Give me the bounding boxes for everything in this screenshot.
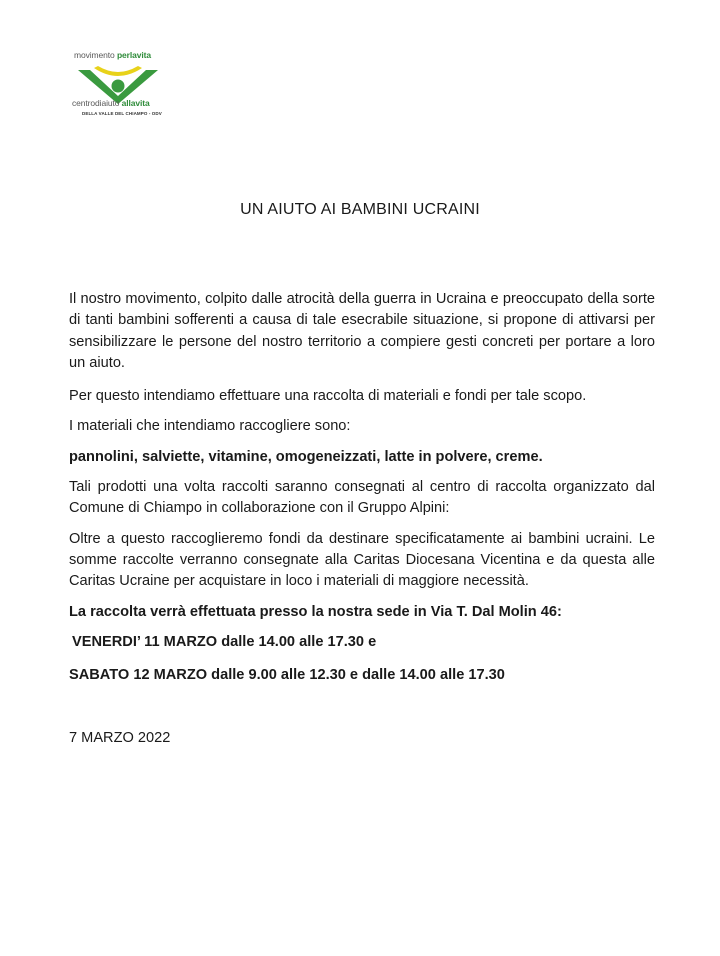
logo-text-bottom: DELLA VALLE DEL CHIAMPO - ODV [82,111,162,116]
logo-text-top-part1: movimento [74,50,117,60]
logo-text-middle-part1: centrodiaiuto [72,98,122,108]
paragraph-materials-intro: I materiali che intendiamo raccogliere sono: [69,418,351,435]
paragraph-intro: Il nostro movimento, colpito dalle atrocità della guerra in Ucraina e preoccupato della sorte di tanti bambini sofferenti a causa di tale esecrabile situazione, si propone di attivarsi per sensibilizzare le persone del nostro territorio a compiere gesti concreti per portare a loro un aiuto. [69,291,655,371]
logo-text-top-part2: perlavita [116,50,152,60]
paragraph-delivery: Tali prodotti una volta raccolti saranno consegnati al centro di raccolta organizzato dal Comune di Chiampo in collaborazione con il Gruppo Alpini: [69,479,655,517]
schedule-saturday: SABATO 12 MARZO dalle 9.00 alle 12.30 e dalle 14.00 alle 17.30 [69,667,505,684]
logo-text-middle [72,98,150,108]
page-title: UN AIUTO AI BAMBINI UCRAINI [240,201,480,218]
logo-text-middle-part2: allavita [121,98,150,108]
schedule-friday: VENERDI’ 11 MARZO dalle 14.00 alle 17.30 e [72,633,377,650]
paragraph-materials-list: pannolini, salviette, vitamine, omogeneizzati, latte in polvere, creme. [69,448,543,465]
document-date: 7 MARZO 2022 [69,730,171,747]
logo-text-top [74,50,151,60]
paragraph-purpose: Per questo intendiamo effettuare una raccolta di materiali e fondi per tale scopo. [69,388,587,405]
paragraph-funds: Oltre a questo raccoglieremo fondi da destinare specificatamente ai bambini ucraini. Le somme raccolte verranno consegnate alla Caritas Diocesana Vicentina e da questa alle Caritas Ucraine per acquistare in loco i materiali di maggiore necessità. [69,530,655,590]
organization-logo [68,48,178,124]
paragraph-location: La raccolta verrà effettuata presso la nostra sede in Via T. Dal Molin 46: [69,603,562,620]
document-body [69,289,655,750]
